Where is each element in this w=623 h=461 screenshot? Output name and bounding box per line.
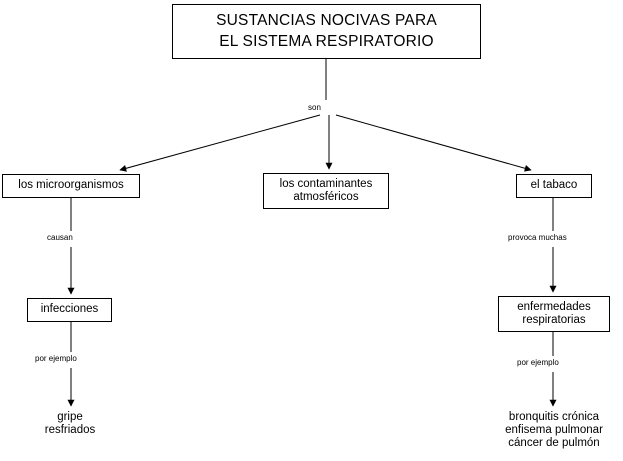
node-enfermedades-line2: respiratorias	[522, 314, 586, 326]
edge-label-causan: causan	[47, 233, 73, 242]
node-los-contaminantes-text	[280, 178, 373, 204]
node-bronquitis-line1: bronquitis crónica	[508, 411, 600, 423]
edge-son-tabaco	[336, 115, 531, 170]
node-el-tabaco-label: el tabaco	[530, 179, 578, 192]
node-los-contaminantes-atmosfericos[interactable]	[263, 173, 389, 209]
node-gripe-text	[18, 411, 122, 437]
edge-label-son: son	[308, 103, 321, 112]
edge-label-por-ejemplo-infecciones: por ejemplo	[35, 354, 77, 363]
node-root-text	[216, 11, 437, 53]
node-infecciones-label: infecciones	[40, 303, 99, 316]
edge-label-provoca-muchas: provoca muchas	[508, 233, 567, 242]
node-los-microorganismos-label: los microorganismos	[18, 179, 124, 192]
node-los-contaminantes-line1: los contaminantes	[279, 177, 373, 190]
node-enfermedades-del-tabaco	[484, 411, 623, 451]
node-bronquitis-line2: enfisema pulmonar	[505, 424, 603, 437]
node-gripe-resfriados	[18, 411, 122, 437]
node-enfermedades-respiratorias[interactable]	[498, 296, 610, 332]
node-gripe-line2: resfriados	[44, 424, 96, 437]
node-enfermedades-text	[517, 301, 591, 327]
node-infecciones[interactable]	[27, 298, 112, 322]
edge-label-por-ejemplo-enfermedades: por ejemplo	[517, 358, 559, 367]
node-los-microorganismos[interactable]	[2, 174, 140, 198]
node-los-contaminantes-line2: atmosféricos	[293, 191, 359, 203]
node-el-tabaco[interactable]	[516, 174, 592, 198]
node-root-line2: EL SISTEMA RESPIRATORIO	[219, 32, 434, 50]
node-root-line1: SUSTANCIAS NOCIVAS PARA	[216, 11, 437, 29]
node-enfermedades-line1: enfermedades	[517, 300, 591, 313]
node-bronquitis-line3: cáncer de pulmón	[508, 437, 600, 450]
node-gripe-line1: gripe	[57, 411, 83, 423]
node-bronquitis-text	[484, 411, 623, 451]
edge-son-microorganismos	[120, 115, 320, 170]
node-root-title[interactable]	[172, 4, 481, 59]
